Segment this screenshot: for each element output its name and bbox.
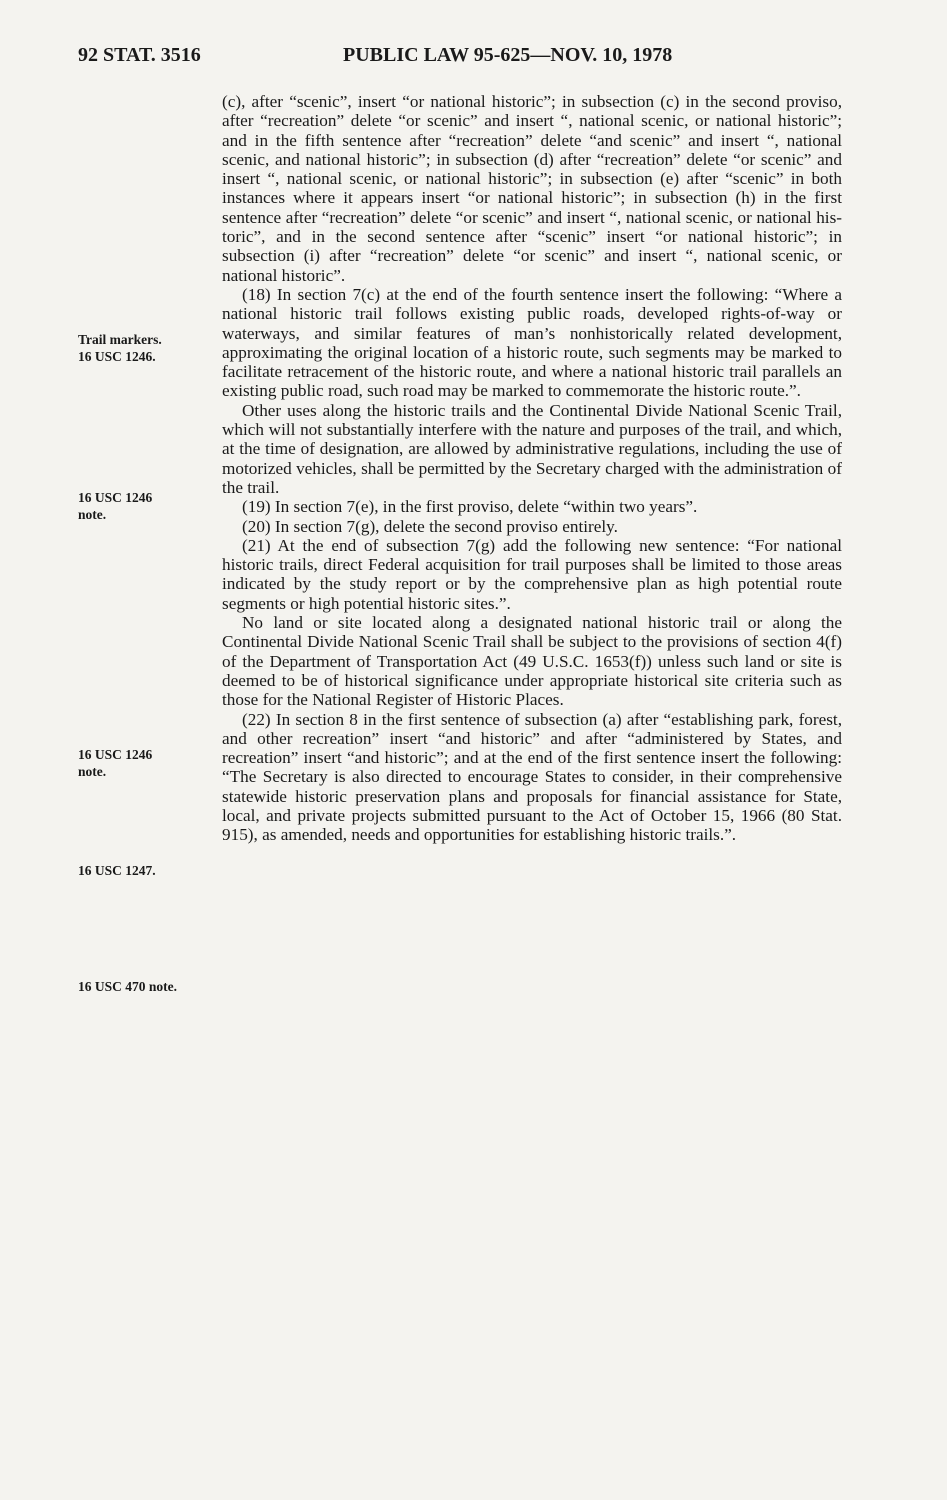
margin-note-line: 16 USC 1246 xyxy=(78,490,153,505)
margin-note-line: 16 USC 1247. xyxy=(78,863,156,878)
margin-note-16usc1246-b xyxy=(78,746,218,780)
paragraph-continuation: (c), after “scenic”, insert “or national historic”; in subsection (c) in the second proviso, after “recreation” delete “or scenic” and insert “, national scenic, or national historic”; and in the fifth sentence after “recreation” delete “and scenic” and insert “, national scenic, and national historic”; in subsection (d) after “recreation” delete “or scenic” and insert “, national scenic, or national historic”; in subsection (e) after “scenic” in both instances where it appears insert “or national historic”; in subsection (h) in the first sentence after “recreation” delete “or scenic” and insert “, national scenic, or national historic”, and in the second sentence after “scenic” insert “or national historic”; in subsection (i) after “recreation” delete “or scenic” and insert “, national scenic, or national historic”. xyxy=(222,92,842,285)
paragraph-22: (22) In section 8 in the first sentence of subsection (a) after “establishing park, forest, and other recreation” insert “and historic” and after “administered by States, and recreation” insert “and historic”; and at the end of the first sentence insert the following: “The Secretary is also directed to encourage States to consider, in their comprehensive statewide historic preservation plans and proposals for financial assistance for State, local, and private projects submitted pursuant to the Act of October 15, 1966 (80 Stat. 915), as amended, needs and opportunities for establishing historic trails.”. xyxy=(222,709,842,845)
margin-note-16usc1247 xyxy=(78,862,218,879)
paragraph-20: (20) In section 7(g), delete the second proviso entirely. xyxy=(242,516,618,536)
statute-page-number: 92 STAT. 3516 xyxy=(78,44,201,66)
paragraph-no-land: No land or site located along a designated national historic trail or along the Continental Divide National Scenic Trail shall be subject to the provisions of section 4(f) of the Department of Transportation Act (49 U.S.C. 1653(f)) unless such land or site is deemed to be of historical significance under appropriate historical site criteria such as those for the National Register of Historic Places. xyxy=(222,613,842,710)
page-header xyxy=(78,44,858,74)
margin-note-line: note. xyxy=(78,507,107,522)
margin-note-line: 16 USC 470 note. xyxy=(78,979,178,994)
paragraph-other-uses: Other uses along the historic trails and the Continental Divide National Scenic Trail, which will not substantially interfere with the nature and purposes of the trail, and which, at the time of designation, are allowed by administrative regulations, including the use of motorized vehicles, shall be permitted by the Secretary charged with the administration of the trail. xyxy=(222,400,842,497)
paragraph-19: (19) In section 7(e), in the first proviso, delete “within two years”. xyxy=(242,497,698,517)
margin-note-16usc470 xyxy=(78,978,218,995)
public-law-title: PUBLIC LAW 95-625—NOV. 10, 1978 xyxy=(343,44,673,66)
paragraph-18: (18) In section 7(c) at the end of the fourth sentence insert the following: “Where a national historic trail follows existing public roads, developed rights-of-way or waterways, and similar features of man’s nonhistorically related development, approximating the original location of a historic route, such segments may be marked to facilitate retracement of the historic route, and where a national historic trail parallels an existing public road, such road may be marked to commemorate the historic route.”. xyxy=(222,284,842,401)
margin-note-trail-markers xyxy=(78,331,218,365)
margin-note-line: 16 USC 1246. xyxy=(78,349,156,364)
margin-note-line: Trail markers. xyxy=(78,332,162,347)
statute-body xyxy=(222,92,842,845)
margin-note-16usc1246-a xyxy=(78,489,218,523)
bleed-through-area xyxy=(222,1030,842,1500)
paragraph-21: (21) At the end of subsection 7(g) add the following new sentence: “For national historic trails, direct Federal acquisition for trail purposes shall be limited to those areas indicated by the study report or by the comprehensive plan as high potential route segments or high potential historic sites.”. xyxy=(222,535,842,613)
margin-note-line: 16 USC 1246 xyxy=(78,747,153,762)
margin-note-line: note. xyxy=(78,764,107,779)
